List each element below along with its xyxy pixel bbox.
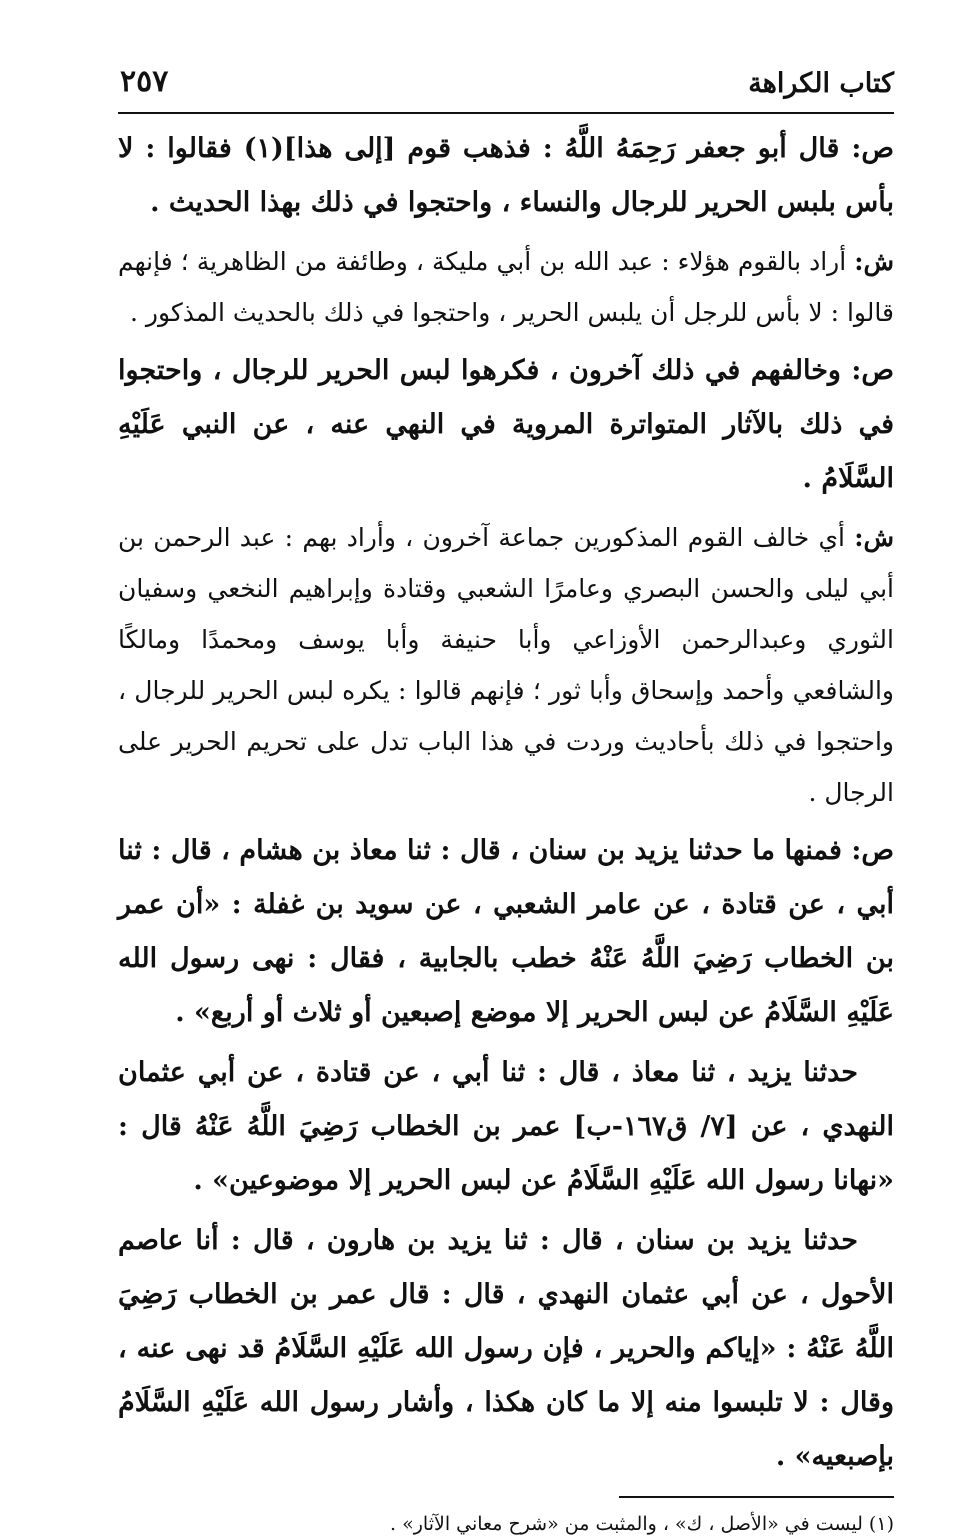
paragraph-text: حدثنا يزيد ، ثنا معاذ ، قال : ثنا أبي ، عن قتادة ، عن أبي عثمان النهدي ، عن [٧/ ق١٦٧-ب] عمر بن الخطاب رَضِيَ اللَّهُ عَنْهُ قال : «نهانا رسول الله عَلَيْهِ السَّلَامُ عن لبس الحرير إلا موضوعين» . — [118, 1057, 895, 1196]
text-paragraph-hadith — [118, 1214, 894, 1484]
paragraph-marker: ص: — [851, 355, 894, 386]
paragraph-marker: ش: — [854, 247, 894, 276]
text-paragraph-hadith — [118, 1046, 894, 1208]
footnote-divider — [619, 1496, 894, 1498]
text-paragraph-sad — [118, 122, 894, 230]
page-body — [118, 114, 894, 1540]
text-paragraph-sad — [118, 344, 894, 506]
page-number: ٢٥٧ — [120, 64, 169, 99]
paragraph-text: أي خالف القوم المذكورين جماعة آخرون ، وأراد بهم : عبد الرحمن بن أبي ليلى والحسن البصري وعامرًا الشعبي وقتادة وإبراهيم النخعي وسفيان الثوري وعبدالرحمن الأوزاعي وأبا حنيفة وأبا يوسف ومحمدًا ومالكًا والشافعي وأحمد وإسحاق وأبا ثور ؛ فإنهم قالوا : يكره لبس الحرير للرجال ، واحتجوا في ذلك بأحاديث وردت في هذا الباب تدل على تحريم الحرير على الرجال . — [118, 523, 894, 807]
paragraph-marker: ش: — [854, 523, 894, 552]
text-paragraph-sad — [118, 824, 894, 1040]
paragraph-text: وخالفهم في ذلك آخرون ، فكرهوا لبس الحرير للرجال ، واحتجوا في ذلك بالآثار المتواترة المروية في النهي عنه ، عن النبي عَلَيْهِ السَّلَامُ . — [118, 355, 894, 494]
paragraph-text: فمنها ما حدثنا يزيد بن سنان ، قال : ثنا معاذ بن هشام ، قال : ثنا أبي ، عن قتادة ، عن عامر الشعبي ، عن سويد بن غفلة : «أن عمر بن الخطاب رَضِيَ اللَّهُ عَنْهُ خطب بالجابية ، فقال : نهى رسول الله عَلَيْهِ السَّلَامُ عن لبس الحرير إلا موضع إصبعين أو ثلاث أو أربع» . — [118, 835, 894, 1028]
page-header — [118, 56, 894, 114]
paragraph-text: قال أبو جعفر رَحِمَهُ اللَّهُ : فذهب قوم [إلى هذا](١) فقالوا : لا بأس بلبس الحرير للرجال والنساء ، واحتجوا في ذلك بهذا الحديث . — [118, 133, 894, 218]
text-paragraph-sharh — [118, 512, 894, 818]
text-paragraph-sharh — [118, 236, 894, 338]
paragraph-marker: ص: — [851, 835, 894, 866]
paragraph-marker: ص: — [851, 133, 895, 164]
running-title: كتاب الكراهة — [748, 68, 894, 99]
footnote: (١) ليست في «الأصل ، ك» ، والمثبت من «شرح معاني الآثار» . — [390, 1513, 894, 1535]
paragraph-text: حدثنا يزيد بن سنان ، قال : ثنا يزيد بن هارون ، قال : أنا عاصم الأحول ، عن أبي عثمان النهدي ، قال : قال عمر بن الخطاب رَضِيَ اللَّهُ عَنْهُ : «إياكم والحرير ، فإن رسول الله عَلَيْهِ السَّلَامُ قد نهى عنه ، وقال : لا تلبسوا منه إلا ما كان هكذا ، وأشار رسول الله عَلَيْهِ السَّلَامُ بإصبعيه» . — [118, 1225, 894, 1472]
paragraph-text: أراد بالقوم هؤلاء : عبد الله بن أبي مليكة ، وطائفة من الظاهرية ؛ فإنهم قالوا : لا بأس للرجل أن يلبس الحرير ، واحتجوا في ذلك بالحديث المذكور . — [118, 247, 894, 327]
book-page — [118, 56, 894, 1540]
